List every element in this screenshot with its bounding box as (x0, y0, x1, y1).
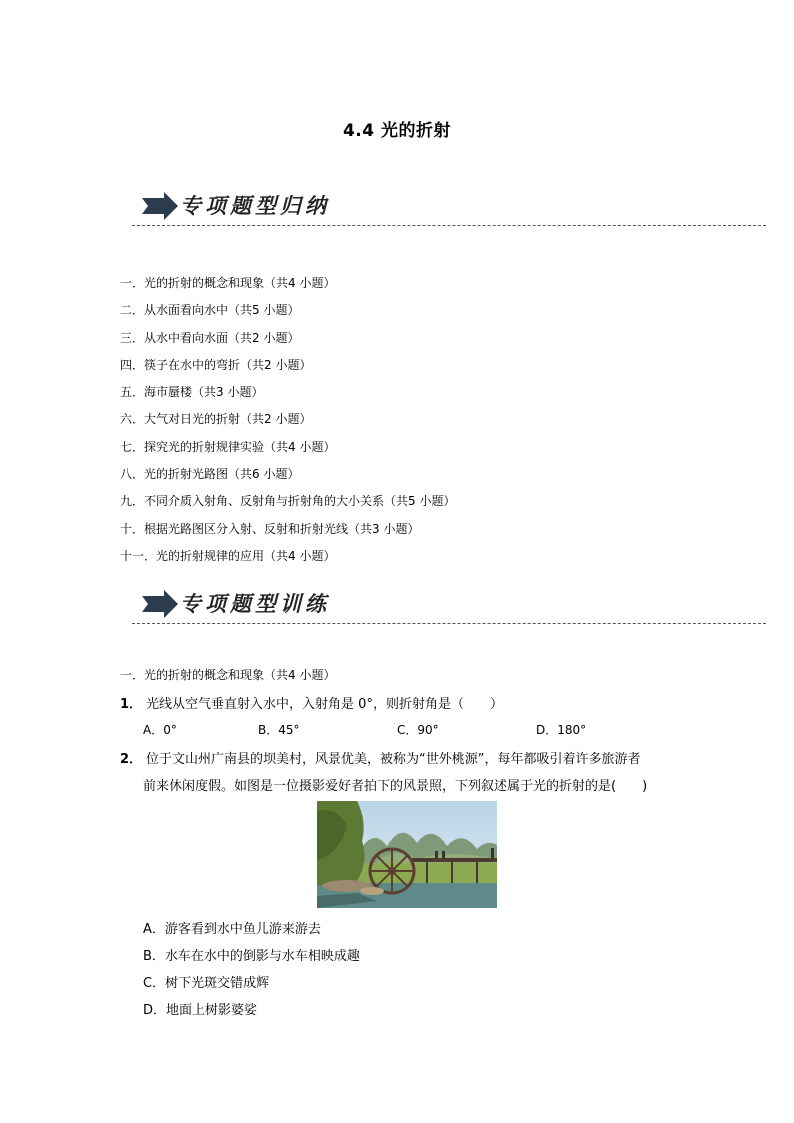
question-number: 2． (120, 752, 143, 767)
section-heading: 一．光的折射的概念和现象（共4 小题） (120, 668, 336, 682)
topic-item: 六．大气对日光的折射（共2 小题） (120, 412, 312, 427)
option-c: C．90° (397, 723, 439, 737)
topic-item: 九．不同介质入射角、反射角与折射角的大小关系（共5 小题） (120, 494, 456, 509)
topic-item: 三．从水中看向水面（共2 小题） (120, 330, 300, 345)
divider (132, 225, 766, 226)
topic-item: 二．从水面看向水中（共5 小题） (120, 303, 300, 318)
question-1 (120, 693, 503, 712)
question-text-continued: 前来休闲度假。如图是一位摄影爱好者拍下的风景照，下列叙述属于光的折射的是( ) (143, 779, 648, 794)
option-b: B．45° (258, 723, 300, 737)
topic-item: 十一．光的折射规律的应用（共4 小题） (120, 548, 336, 563)
arrow-icon (140, 192, 180, 220)
topic-item: 八．光的折射光路图（共6 小题） (120, 467, 300, 482)
question-2-option-a: A．游客看到水中鱼儿游来游去 (143, 922, 321, 937)
topic-item: 四．筷子在水中的弯折（共2 小题） (120, 357, 312, 372)
question-2-option-b: B．水车在水中的倒影与水车相映成趣 (143, 949, 360, 964)
option-d: D．180° (536, 723, 587, 737)
topic-item: 五．海市蜃楼（共3 小题） (120, 385, 264, 400)
question-2-option-d: D．地面上树影婆娑 (143, 1003, 258, 1018)
landscape-photo (317, 801, 497, 908)
question-2-option-c: C．树下光斑交错成辉 (143, 976, 270, 991)
section-banner-training (132, 588, 766, 628)
option-a: A．0° (143, 723, 177, 737)
question-1-options (143, 721, 586, 738)
topic-list (120, 273, 455, 573)
topic-item: 十．根据光路图区分入射、反射和折射光线（共3 小题） (120, 521, 420, 536)
banner-title: 专项题型训练 (180, 591, 330, 616)
arrow-icon (140, 590, 180, 618)
section-banner-summary (132, 190, 766, 230)
banner-title: 专项题型归纳 (180, 193, 330, 218)
question-2 (120, 748, 641, 767)
question-text: 光线从空气垂直射入水中，入射角是 0°，则折射角是（ ） (146, 697, 503, 712)
divider (132, 623, 766, 624)
topic-item: 七．探究光的折射规律实验（共4 小题） (120, 439, 336, 454)
topic-item: 一．光的折射的概念和现象（共4 小题） (120, 276, 336, 290)
question-number: 1． (120, 697, 143, 712)
page-title: 4.4 光的折射 (342, 121, 452, 141)
question-text: 位于文山州广南县的坝美村，风景优美，被称为“世外桃源”，每年都吸引着许多旅游者 (146, 752, 641, 767)
